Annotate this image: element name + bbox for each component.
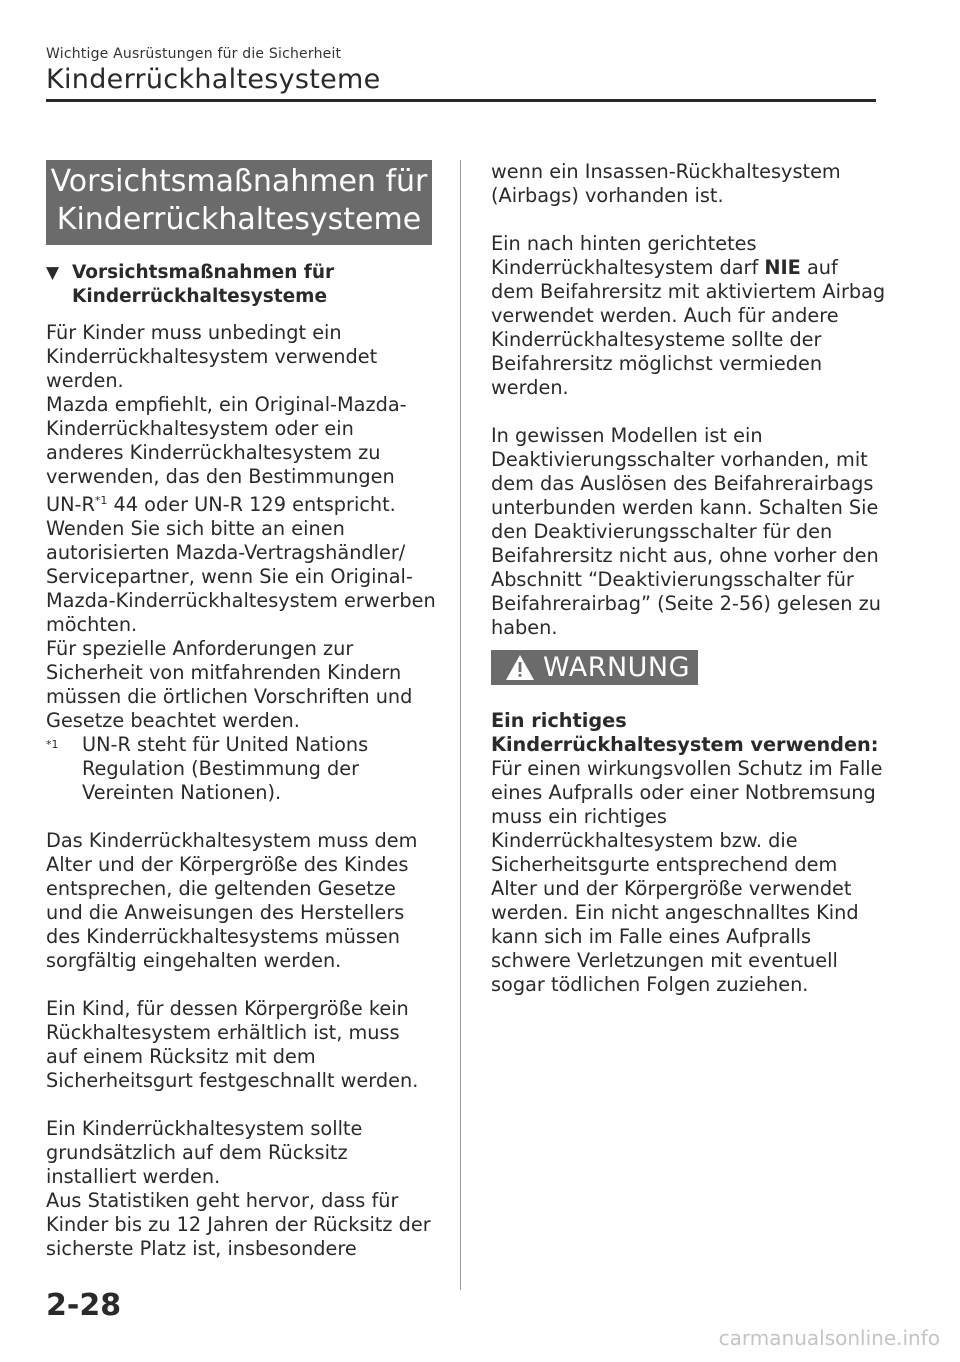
emphasis-nie: NIE <box>764 256 801 279</box>
subsection-heading <box>46 261 436 309</box>
paragraph-age-size: Das Kinderrückhaltesystem muss dem Alter und der Körpergröße des Kindes entsprechen, die geltenden Gesetze und die Anweisungen des Herstellers des Kinderrückhaltesystems müssen sorgfältig eingehalten werden. <box>46 829 418 972</box>
right-column <box>491 160 886 997</box>
paragraph-rear-seat: Ein Kinderrückhaltesystem sollte grundsätzlich auf dem Rücksitz installiert werden. <box>46 1117 363 1188</box>
paragraph-airbags: wenn ein Insassen-Rückhaltesystem (Airbags) vorhanden ist. <box>491 160 841 207</box>
warning-label-text: WARNUNG <box>543 651 691 683</box>
warning-triangle-icon <box>505 654 535 681</box>
column-divider <box>460 160 461 1290</box>
warning-title: Ein richtiges Kinderrückhaltesystem verwenden: <box>491 709 879 756</box>
paragraph-local-regulations: Für spezielle Anforderungen zur Sicherheit von mitfahrenden Kindern müssen die örtlichen Vorschriften und Gesetze beachtet werden. <box>46 637 413 732</box>
footnote-mark: *1 <box>46 738 59 751</box>
paragraph-no-system: Ein Kind, für dessen Körpergröße kein Rückhaltesystem erhältlich ist, muss auf einem Rücksitz mit dem Sicherheitsgurt festgeschnallt werden. <box>46 997 419 1092</box>
left-column <box>46 160 436 1261</box>
footnote <box>46 733 436 805</box>
page-header <box>46 46 876 95</box>
paragraph-rearward-facing: Ein nach hinten gerichtetes Kinderrückhaltesystem darf NIE auf dem Beifahrersitz mit aktiviertem Airbag verwendet werden. Auch für andere Kinderrückhaltesysteme sollte der Beifahrersitz möglichst vermieden werden. <box>491 232 886 399</box>
paragraph-deactivation-switch: In gewissen Modellen ist ein Deaktivierungsschalter vorhanden, mit dem das Auslösen des Beifahrerairbags unterbunden werden kann. Schalten Sie den Deaktivierungsschalter für den Beifahrersitz nicht aus, ohne vorher den Abschnitt “Deaktivierungsschalter für Beifahrerairbag” (Seite 2-56) gelesen zu haben. <box>491 424 881 639</box>
triangle-down-icon: ▼ <box>46 263 60 283</box>
chapter-title: Kinderrückhaltesysteme <box>46 64 381 95</box>
watermark: carmanualsonline.info <box>718 1326 940 1350</box>
warning-text: Für einen wirkungsvollen Schutz im Falle eines Aufpralls oder einer Notbremsung muss ein richtiges Kinderrückhaltesystem bzw. die Sicherheitsgurte entsprechend dem Alter und der Körpergröße verwendet werden. Ein nicht angeschnalltes Kind kann sich im Falle eines Aufpralls schwere Verletzungen mit eventuell sogar tödlichen Folgen zuziehen. <box>491 757 883 996</box>
paragraph-mazda-recommendation: Mazda empfiehlt, ein Original-Mazda-Kinderrückhaltesystem oder ein anderes Kinderrückhaltesystem zu verwenden, das den Bestimmungen $UN-R^{*1}$ 44 oder UN-R 129 entspricht. Wenden Sie sich bitte an einen autorisierten Mazda-Vertragshändler/ Servicepartner, wenn Sie ein Original-Mazda-Kinderrückhaltesystem erwerben möchten. <box>46 393 436 636</box>
paragraph-statistics: Aus Statistiken geht hervor, dass für Kinder bis zu 12 Jahren der Rücksitz der sicherste Platz ist, insbesondere <box>46 1189 431 1260</box>
page-number: 2-28 <box>46 1288 122 1323</box>
subsection-heading-line2: Kinderrückhaltesysteme <box>72 286 328 307</box>
footnote-text: UN-R steht für United Nations Regulation (Bestimmung der Vereinten Nationen). <box>82 733 369 804</box>
section-banner-line1: Vorsichtsmaßnahmen für <box>50 164 428 199</box>
subsection-heading-line1: Vorsichtsmaßnahmen für <box>72 262 335 283</box>
warning-label <box>491 650 698 685</box>
section-banner-line2: Kinderrückhaltesysteme <box>56 202 422 237</box>
footnote-ref: *1 <box>94 494 108 507</box>
paragraph-intro: Für Kinder muss unbedingt ein Kinderrückhaltesystem verwendet werden. <box>46 321 378 392</box>
header-rule <box>46 99 876 102</box>
breadcrumb: Wichtige Ausrüstungen für die Sicherheit <box>46 46 342 62</box>
section-banner <box>46 160 432 245</box>
